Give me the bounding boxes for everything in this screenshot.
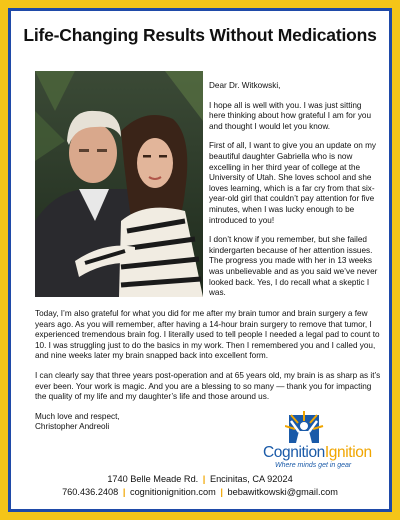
letter-closing: Much love and respect, bbox=[35, 411, 120, 421]
logo-wordmark bbox=[263, 445, 385, 461]
footer-email-link[interactable]: bebawitkowski@gmail.com bbox=[227, 487, 338, 497]
page-title: Life-Changing Results Without Medications bbox=[23, 25, 377, 45]
contact-footer bbox=[11, 473, 389, 499]
footer-separator: | bbox=[220, 487, 223, 497]
letter-paragraph-2: First of all, I want to give you an update on my beautiful daughter Gabriella who is now excelling in her third year of college at the University of Utah. She loves school and she loves learning, which is a far cry from that six-year-old girl that couldn’t pay attention for five minutes, when I was lucky enough to be introduced to you! bbox=[209, 141, 377, 225]
letter-paragraph-1: I hope all is well with you. I was just sitting here thinking about how grateful I am for you and thought I would let you know. bbox=[209, 100, 372, 131]
footer-city: Encinitas, CA 92024 bbox=[209, 474, 293, 484]
footer-website-link[interactable]: cognitionignition.com bbox=[129, 487, 216, 497]
logo-word-cognition: Cognition bbox=[263, 444, 325, 461]
footer-phone[interactable]: 760.436.2408 bbox=[62, 487, 119, 497]
footer-street: 1740 Belle Meade Rd. bbox=[107, 474, 199, 484]
letter-salutation: Dear Dr. Witkowski, bbox=[209, 81, 281, 90]
photo-of-father-and-daughter bbox=[35, 71, 203, 297]
document-frame bbox=[8, 8, 392, 512]
logo-word-ignition: Ignition bbox=[324, 444, 372, 461]
footer-separator: | bbox=[202, 474, 206, 484]
letter-paragraph-4: Today, I’m also grateful for what you did for me after my brain tumor and brain surgery a few years ago. As you will remember, after having a 14-hour brain surgery to remove that tumor, I experienced tremendous brain fog. I literally used to tell people I needed a legal pad to count to 10. I was struggling just to do the basics in my work. Then I remembered you and I called you, and nine weeks later my brain snapped back into excellent form. bbox=[35, 309, 380, 361]
footer-address-line bbox=[11, 473, 389, 486]
letter-signature: Christopher Andreoli bbox=[35, 422, 110, 432]
footer-separator: | bbox=[122, 487, 126, 497]
cognition-ignition-logo bbox=[263, 411, 385, 477]
logo-tagline: Where minds get in gear bbox=[275, 462, 352, 469]
footer-contact-line bbox=[11, 486, 389, 499]
letter-paragraph-5: I can clearly say that three years post-operation and at 65 years old, my brain is as sharp as it’s ever been. Your work is magic. And you are a blessing to so many — thank you for impacting the quality of my life and my daughter’s life and those around us. bbox=[35, 370, 381, 402]
photo-image bbox=[35, 71, 203, 297]
letter-intro-column bbox=[209, 81, 379, 308]
letter-paragraph-3: I don’t know if you remember, but she failed kindergarten because of her attention issues. The progress you made with her in 13 weeks was unbelievable and as you said we’ve never looked back. Yes, I do recall what a skeptic I was. bbox=[209, 235, 378, 298]
raised-arms-figure-icon bbox=[285, 411, 325, 447]
